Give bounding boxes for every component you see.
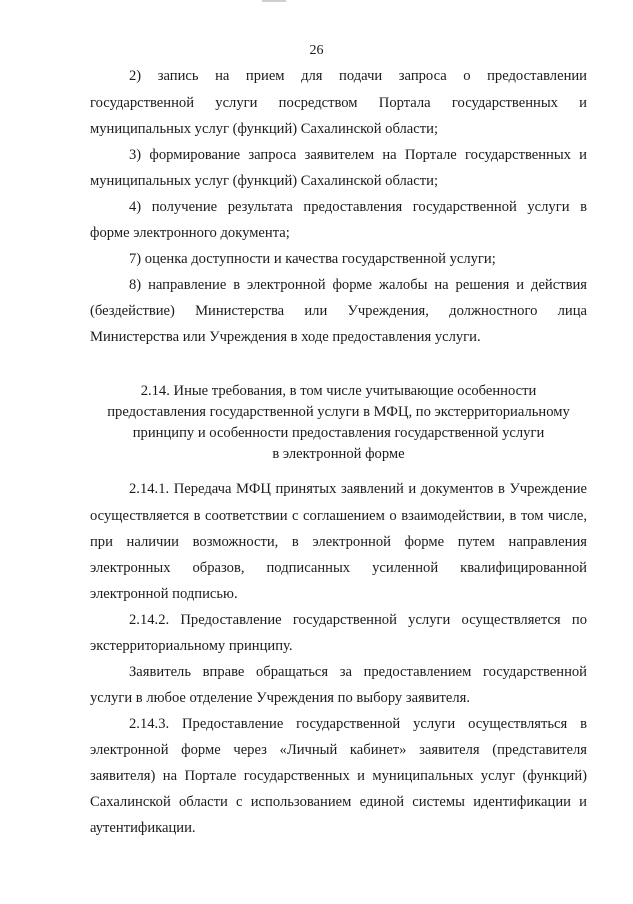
- scan-mark: [262, 0, 286, 2]
- paragraph-2143-line-3: заявителя) на Портале государственных и муниципальных услуг (функций): [90, 768, 587, 784]
- paragraph-2141-line-5: электронной подписью.: [90, 586, 238, 602]
- page-number: 26: [309, 43, 324, 58]
- list-item-3-line-2: муниципальных услуг (функций) Сахалинской области;: [90, 173, 439, 189]
- paragraph-2142-line-2: экстерриториальному принципу.: [90, 638, 293, 654]
- list-item-2-line-3: муниципальных услуг (функций) Сахалинской области;: [90, 121, 439, 137]
- paragraph-2143-line-4: Сахалинской области с использованием единой системы идентификации и: [90, 794, 587, 810]
- section-heading-line-3: принципу и особенности предоставления государственной услуги: [132, 425, 545, 441]
- paragraph-2141-line-3: при наличии возможности, в электронной форме путем направления: [90, 534, 587, 550]
- list-item-8-line-3: Министерства или Учреждения в ходе предоставления услуги.: [90, 329, 481, 345]
- list-item-8-line-1: 8) направление в электронной форме жалобы на решения и действия: [129, 277, 587, 293]
- section-heading-line-1: 2.14. Иные требования, в том числе учитывающие особенности: [140, 383, 537, 399]
- section-heading-line-2: предоставления государственной услуги в МФЦ, по экстерриториальному: [107, 404, 570, 420]
- paragraph-2141-line-4: электронных образов, подписанных усиленной квалифицированной: [90, 560, 587, 576]
- paragraph-2143-line-5: аутентификации.: [90, 820, 196, 836]
- section-heading: [90, 381, 587, 465]
- paragraph-applicant-line-1: Заявитель вправе обращаться за предоставлением государственной: [129, 664, 587, 680]
- paragraph-2143-line-1: 2.14.3. Предоставление государственной услуги осуществляться в: [129, 716, 587, 732]
- list-item-4-line-2: форме электронного документа;: [90, 225, 290, 241]
- section-heading-line-4: в электронной форме: [272, 446, 405, 462]
- paragraph-2143-line-2: электронной форме через «Личный кабинет» заявителя (представителя: [90, 742, 587, 758]
- paragraph-2142-line-1: 2.14.2. Предоставление государственной услуги осуществляется по: [129, 612, 587, 628]
- list-item-7-line-1: 7) оценка доступности и качества государственной услуги;: [129, 251, 496, 267]
- paragraph-2141-line-2: осуществляется в соответствии с соглашением о взаимодействии, в том числе,: [90, 508, 587, 524]
- paragraph-applicant-line-2: услуги в любое отделение Учреждения по выбору заявителя.: [90, 690, 471, 706]
- list-item-8-line-2: (бездействие) Министерства или Учреждения, должностного лица: [90, 303, 587, 319]
- list-item-2-line-1: 2) запись на прием для подачи запроса о предоставлении: [129, 68, 587, 84]
- list-item-2-line-2: государственной услуги посредством Портала государственных и: [90, 95, 587, 111]
- list-item-3-line-1: 3) формирование запроса заявителем на Портале государственных и: [129, 147, 587, 163]
- paragraph-2141-line-1: 2.14.1. Передача МФЦ принятых заявлений и документов в Учреждение: [129, 481, 587, 497]
- list-item-4-line-1: 4) получение результата предоставления государственной услуги в: [129, 199, 587, 215]
